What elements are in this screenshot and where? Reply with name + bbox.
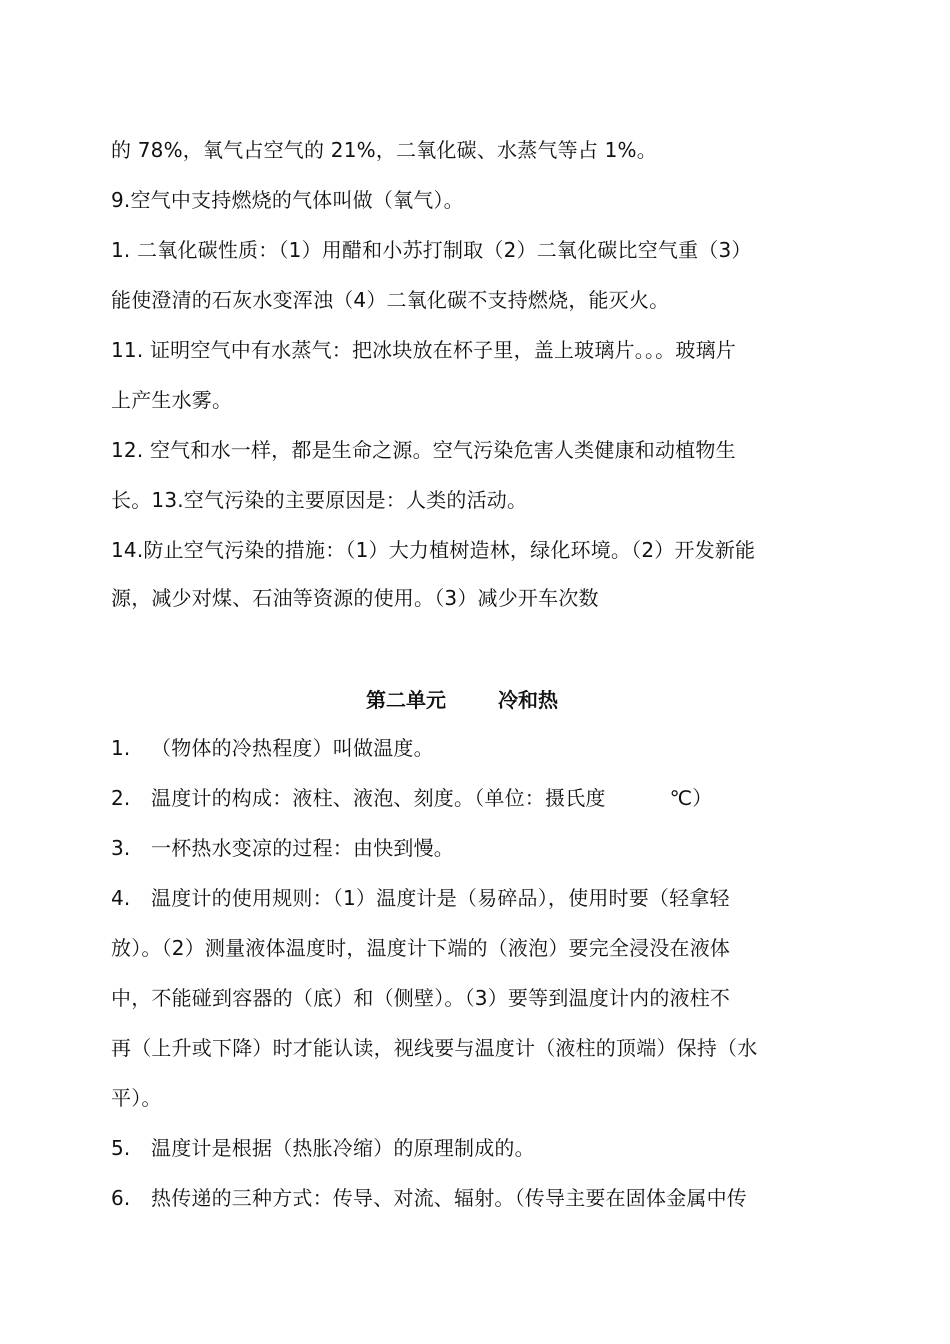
- text-line: 中，不能碰到容器的（底）和（侧壁）。（3）要等到温度计内的液柱不: [111, 986, 731, 1010]
- section-title-left: 第二单元: [366, 688, 446, 712]
- text-line: 平）。: [111, 1086, 162, 1110]
- list-item: [111, 1134, 535, 1162]
- text-line: 1. 二氧化碳性质：（1）用醋和小苏打制取（2）二氧化碳比空气重（3）: [111, 238, 752, 262]
- list-text: 温度计的构成：液柱、液泡、刻度。（单位：摄氏度: [151, 786, 606, 810]
- text-line: 长。13.空气污染的主要原因是：人类的活动。: [111, 488, 528, 512]
- text-line: 源，减少对煤、石油等资源的使用。（3）减少开车次数: [111, 586, 599, 610]
- text-line: 放）。（2）测量液体温度时，温度计下端的（液泡）要完全浸没在液体: [111, 936, 731, 960]
- list-text: 一杯热水变凉的过程：由快到慢。: [151, 836, 454, 860]
- list-text: 温度计是根据（热胀冷缩）的原理制成的。: [151, 1136, 535, 1160]
- text-line: 能使澄清的石灰水变浑浊（4）二氧化碳不支持燃烧，能灭火。: [111, 288, 670, 312]
- list-text: 热传递的三种方式：传导、对流、辐射。（传导主要在固体金属中传: [151, 1186, 747, 1210]
- list-number: 6.: [111, 1186, 131, 1210]
- list-item: [111, 834, 454, 862]
- list-number: 5.: [111, 1136, 131, 1160]
- list-item: [111, 734, 434, 762]
- text-line: 再（上升或下降）时才能认读，视线要与温度计（液柱的顶端）保持（水: [111, 1036, 758, 1060]
- list-text: 温度计的使用规则：（1）温度计是（易碎品），使用时要（轻拿轻: [151, 886, 730, 910]
- text-line: 11. 证明空气中有水蒸气：把冰块放在杯子里，盖上玻璃片。。。玻璃片: [111, 338, 736, 362]
- unit-text: ℃）: [669, 786, 713, 810]
- list-number: 3.: [111, 836, 131, 860]
- list-number: 4.: [111, 886, 131, 910]
- text-line: 上产生水雾。: [111, 388, 233, 412]
- text-line: 的 78%，氧气占空气的 21%，二氧化碳、水蒸气等占 1%。: [111, 138, 657, 162]
- list-item: [111, 784, 712, 812]
- list-item: [111, 1184, 747, 1212]
- text-line: 14.防止空气污染的措施：（1）大力植树造林，绿化环境。（2）开发新能: [111, 538, 756, 562]
- list-number: 2.: [111, 786, 131, 810]
- section-title-right: 冷和热: [498, 688, 558, 712]
- list-text: （物体的冷热程度）叫做温度。: [151, 736, 434, 760]
- text-line: 9.空气中支持燃烧的气体叫做（氧气）。: [111, 188, 464, 212]
- text-line: 12. 空气和水一样，都是生命之源。空气污染危害人类健康和动植物生: [111, 438, 736, 462]
- list-number: 1.: [111, 736, 131, 760]
- list-item: [111, 884, 730, 912]
